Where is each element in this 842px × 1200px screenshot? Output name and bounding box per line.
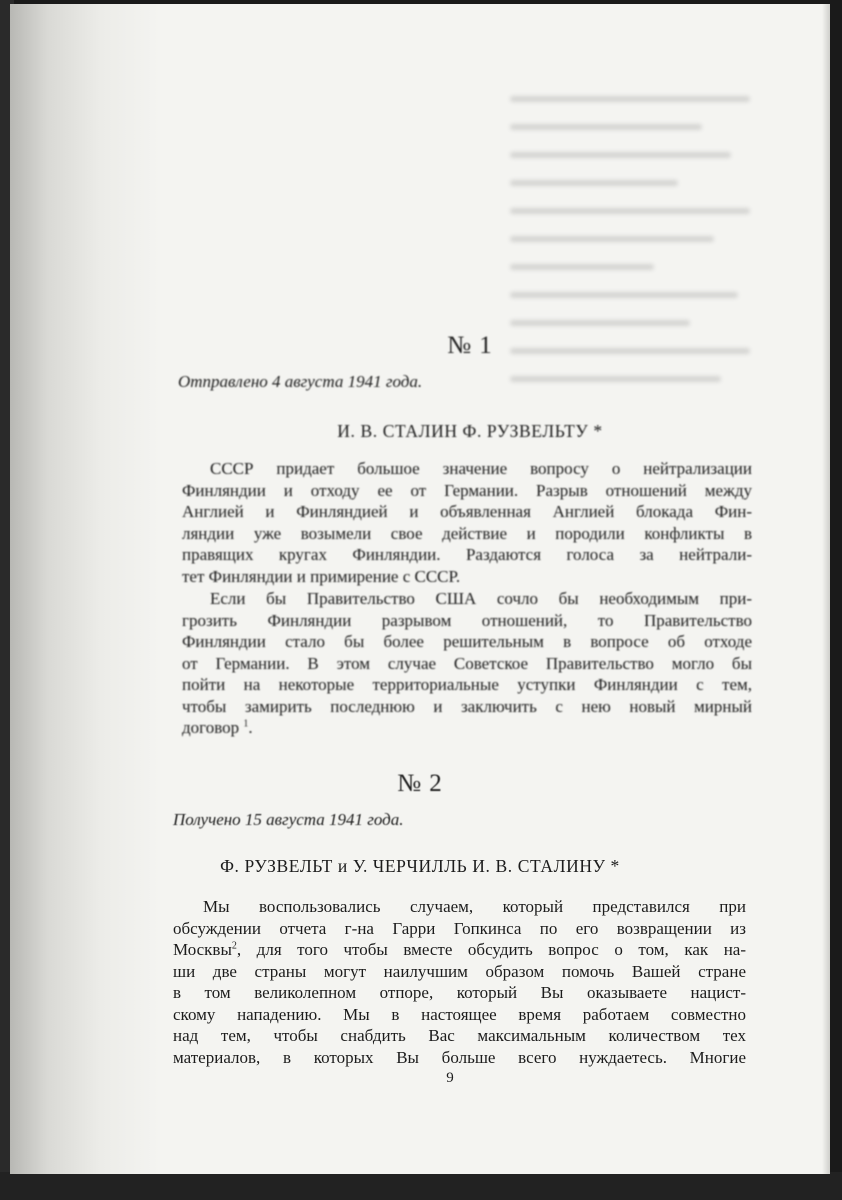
text-line: ляндии уже возымели свое действие и породили конфликты в	[182, 523, 752, 543]
text-line: грозить Финляндии разрывом отношений, то Правительство	[182, 610, 752, 630]
text-line: пойти на некоторые территориальные уступки Финляндии с тем,	[182, 675, 752, 694]
document-2-date: Получено 15 августа 1941 года.	[173, 810, 404, 829]
text-line-rest: , для того чтобы вместе обсудить вопрос о том, как на-	[236, 940, 746, 959]
text-line: в том великолепном отпоре, который Вы оказываете нацист-	[173, 983, 746, 1002]
book-page	[10, 4, 830, 1174]
document-1-number: № 1	[447, 332, 493, 359]
text-line: скому нападению. Мы в настоящее время работаем совместно	[173, 1004, 746, 1024]
text-line: договор $^1$.	[182, 718, 253, 737]
text-line: от Германии. В этом случае Советское Правительство могло бы	[182, 653, 752, 673]
text-line: Если бы Правительство США сочло бы необходимым при-	[210, 589, 752, 608]
footnote-ref: 2	[231, 940, 237, 952]
document-1-heading: И. В. СТАЛИН Ф. РУЗВЕЛЬТУ *	[337, 421, 603, 441]
document-1-paragraph-2	[182, 588, 752, 739]
text-line: обсуждении отчета г-на Гарри Гопкинса по его возвращении из	[173, 918, 746, 938]
document-2-number: № 2	[397, 770, 443, 797]
text-line-end: договор	[182, 718, 240, 737]
text-line: тет Финляндии и примирение с СССР.	[182, 566, 461, 586]
text-line: ши две страны могут наилучшим образом помочь Вашей стране	[173, 961, 746, 981]
text-line: Финляндии и отходу ее от Германии. Разрыв отношений между	[182, 480, 752, 500]
footnote-ref: 1	[243, 718, 249, 730]
text-line: чтобы замирить последнюю и заключить с нею новый мирный	[182, 696, 752, 716]
text-line: Мы воспользовались случаем, который представился при	[203, 897, 746, 916]
text-line: материалов, в которых Вы больше всего нуждаетесь. Многие	[173, 1047, 746, 1067]
text-line: правящих кругах Финляндии. Раздаются голоса за нейтрали-	[182, 545, 752, 564]
document-1-date: Отправлено 4 августа 1941 года.	[178, 372, 423, 391]
page-content	[10, 4, 830, 1174]
document-2-heading: Ф. РУЗВЕЛЬТ и У. ЧЕРЧИЛЛЬ И. В. СТАЛИНУ *	[220, 856, 620, 876]
text-line: СССР придает большое значение вопросу о нейтрализации	[210, 459, 752, 478]
page-number: 9	[446, 1070, 454, 1086]
text-line	[173, 939, 746, 961]
text-line-start: Москвы	[173, 940, 232, 959]
document-1-paragraph-1	[182, 458, 752, 587]
scan-border-bottom	[0, 1172, 842, 1200]
text-line: Англией и Финляндией и объявленная Англией блокада Фин-	[182, 502, 752, 521]
document-2-paragraph	[173, 896, 746, 1068]
text-line: над тем, чтобы снабдить Вас максимальным количеством тех	[173, 1026, 746, 1045]
text-line: Финляндии стало бы более решительным в вопросе об отходе	[182, 632, 752, 651]
